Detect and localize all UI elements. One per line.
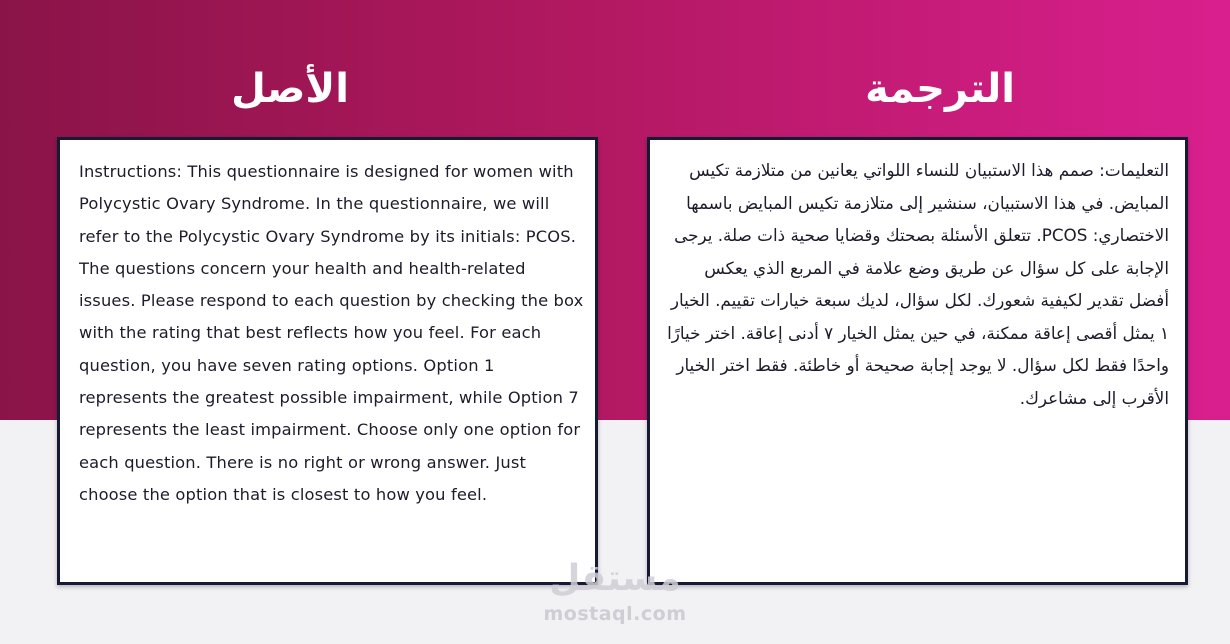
original-heading: الأصل [231,66,349,112]
translation-heading: الترجمة [865,66,1015,112]
watermark-url: mostaql.com [543,603,687,625]
translation-text: التعليمات: صمم هذا الاستبيان للنساء اللواتي يعانين من متلازمة تكيس المبايض. في هذا الاستبيان، سنشير إلى متلازمة تكيس المبايض باسمها الاختصاري: PCOS. تتعلق الأسئلة بصحتك وقضايا صحية ذات صلة. يرجى الإجابة على كل سؤال عن طريق وضع علامة في المربع الذي يعكس أفضل تقدير لكيفية شعورك. لكل سؤال، لديك سبعة خيارات تقييم. الخيار ١ يمثل أقصى إعاقة ممكنة، في حين يمثل الخيار ٧ أدنى إعاقة. اختر خيارًا واحدًا فقط لكل سؤال. لا يوجد إجابة صحيحة أو خاطئة. فقط اختر الخيار الأقرب إلى مشاعرك. [667,160,1169,408]
watermark-logo: مستقل [549,558,681,599]
original-text-card [57,137,598,585]
original-text: Instructions: This questionnaire is designed for women with Polycystic Ovary Syndrome. In the questionnaire, we will refer to the Polycystic Ovary Syndrome by its initials: PCOS. The questions concern your health and health-related issues. Please respond to each question by checking the box with the rating that best reflects how you feel. For each question, you have seven rating options. Option 1 represents the greatest possible impairment, while Option 7 represents the least impairment. Choose only one option for each question. There is no right or wrong answer. Just choose the option that is closest to how you feel. [79,162,584,504]
translation-text-card [647,137,1188,585]
